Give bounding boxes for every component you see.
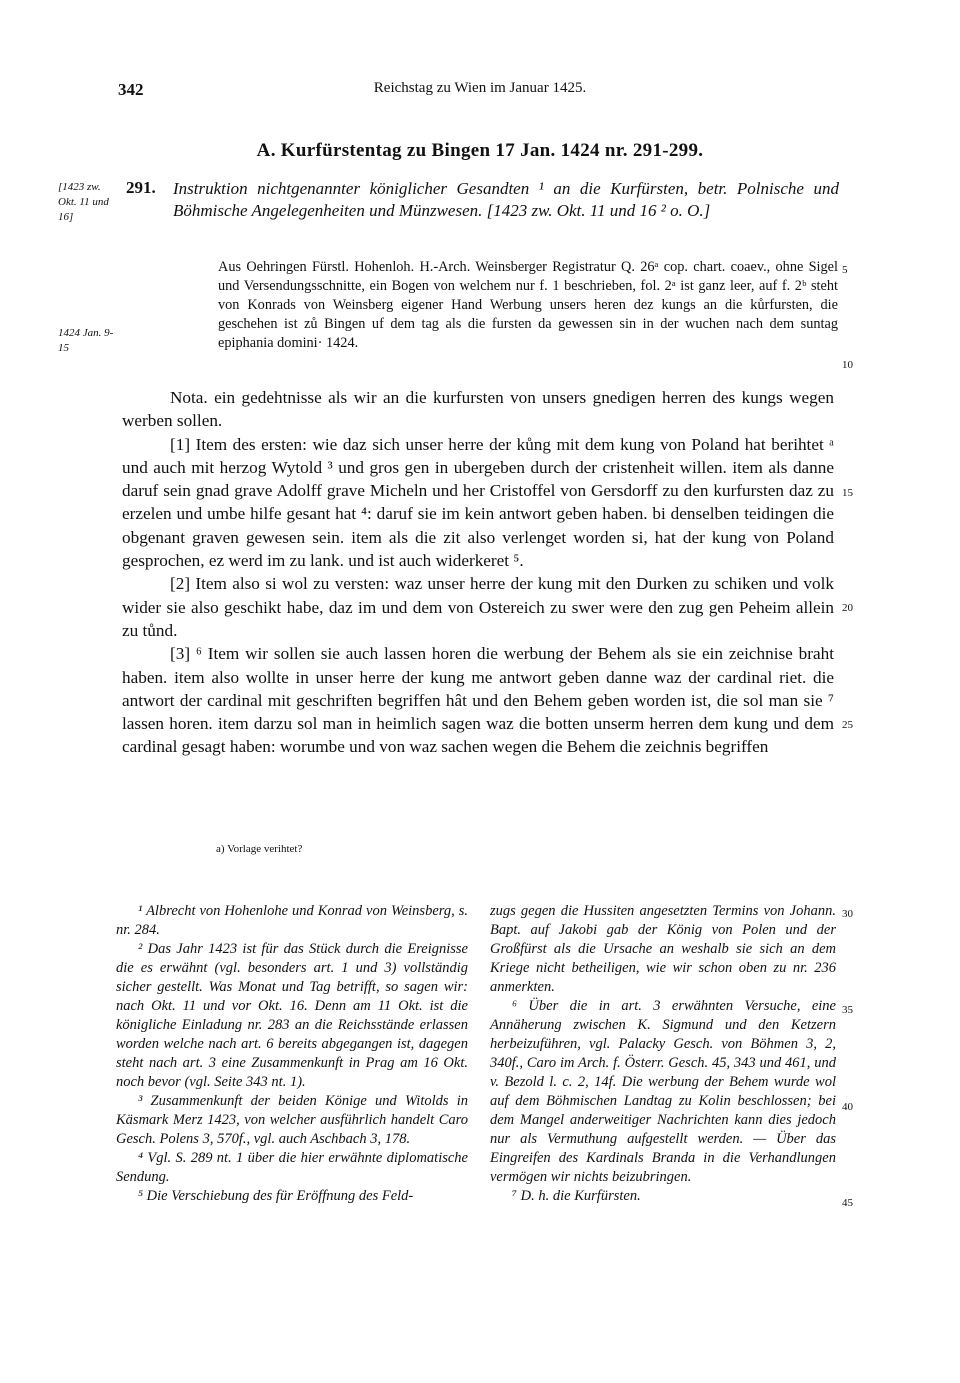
line-number: 25	[842, 719, 853, 731]
footnotes-left-column	[116, 902, 468, 1206]
footnote-7: ⁷ D. h. die Kurfürsten.	[512, 1188, 641, 1204]
line-number: 30	[842, 908, 853, 920]
footnote-2: ² Das Jahr 1423 ist für das Stück durch die Ereignisse die es erwähnt (vgl. besonders art. 1 und 3) vollständig sicher gestellt. Was Monat und Tag betrifft, so sagen wir: nach Okt. 11 und vor Okt. 16. Denn am 11 Okt. ist die königliche Einladung nr. 283 an die Reichsstände erlassen worden welche nach art. 6 bereits abgegangen ist, dagegen steht nach art. 3 eine Zusammenkunft in Prag am 16 Okt. noch bevor (vgl. Seite 343 nt. 1).	[116, 941, 468, 1090]
paragraph-article-2: [2] Item also si wol zu versten: waz unser herre der kung mit den Durken zu schiken und volk wider sie also geschikt habe, daz im und dem von Ostereich zu swer were den zug gen Peheim allein zu tůnd.	[122, 574, 834, 640]
footnote-1: ¹ Albrecht von Hohenlohe und Konrad von Weinsberg, s. nr. 284.	[116, 903, 468, 938]
line-number: 15	[842, 487, 853, 499]
textual-note: a) Vorlage verihtet?	[216, 843, 303, 855]
source-note	[218, 258, 838, 353]
paragraph-article-1: [1] Item des ersten: wie daz sich unser herre der kůng mit dem kung von Poland hat berihtet ᵃ und auch mit herzog Wytold ³ und gros gen in ubergeben durch der cristenheit willen. item als danne daruf sein gnad grave Adolff grave Micheln und her Cristoffel von Gersdorff zu den kurfursten daz zu erzelen und umbe hilfe gesant hat ⁴: daruf sie im kein antwort geben haben. bi denselben teidingen die obgenant graven gewesen sein. item als die zit also verlenget worden si, hat der kung von Poland gesprochen, ez werd im zu lank. und ist auch widerkeret ⁵.	[122, 434, 834, 571]
running-header: Reichstag zu Wien im Januar 1425.	[373, 80, 587, 96]
line-number: 45	[842, 1197, 853, 1209]
line-number: 5	[842, 264, 848, 276]
line-number: 20	[842, 602, 853, 614]
section-title: A. Kurfürstentag zu Bingen 17 Jan. 1424 nr. 291-299.	[256, 140, 704, 161]
footnote-3: ³ Zusammenkunft der beiden Könige und Witolds in Käsmark Merz 1423, von welcher ausführlich handelt Caro Gesch. Polens 3, 570f., vgl. auch Aschbach 3, 178.	[116, 1093, 468, 1147]
footnotes-right-column	[490, 902, 836, 1206]
footnote-5-continued: zugs gegen die Hussiten angesetzten Termins von Johann. Bapt. auf Jakobi gab der König von Polen und der Großfürst als die Ursache an weshalb sie sich an dem Kriege nicht betheiligen, wie wir schon oben zu nr. 236 anmerkten.	[490, 903, 836, 995]
main-text	[122, 386, 834, 759]
footnote-4: ⁴ Vgl. S. 289 nt. 1 über die hier erwähnte diplomatische Sendung.	[116, 1150, 468, 1185]
paragraph-nota: Nota. ein gedehtnisse als wir an die kurfursten von unsers gnedigen herren des kungs wegen werben sollen.	[122, 388, 834, 431]
paragraph-article-3: [3] ⁶ Item wir sollen sie auch lassen horen die werbung der Behem als sie ein zeichnise braht haben. item also wollte in unser herre der kung me antwort geben danne waz der cardinal riet. die antwort der cardinal mit geschriften begriffen hât und den Behem geben worden ist, die sol man sie ⁷ lassen horen. item darzu sol man in heimlich sagen waz die botten unserm herren dem kung und dem cardinal gesagt haben: worumbe und von waz sachen wegen die Behem die zeichnis begriffen	[122, 644, 834, 757]
margin-date-note: [1423 zw. Okt. 11 und 16]	[58, 181, 109, 223]
line-number: 10	[842, 359, 853, 371]
line-number: 40	[842, 1101, 853, 1113]
entry-number: 291.	[126, 178, 156, 197]
entry-heading-text: Instruktion nichtgenannter königlicher Gesandten ¹ an die Kurfürsten, betr. Polnische und Böhmische Angelegenheiten und Münzwesen. [1423 zw. Okt. 11 und 16 ² o. O.]	[173, 179, 839, 220]
line-number: 35	[842, 1004, 853, 1016]
page-number: 342	[118, 80, 144, 99]
footnote-5: ⁵ Die Verschiebung des für Eröffnung des Feld-	[138, 1188, 414, 1204]
margin-date-note-2: 1424 Jan. 9-15	[58, 327, 114, 354]
footnote-6: ⁶ Über die in art. 3 erwähnten Versuche, eine Annäherung zwischen K. Sigmund und den Ketzern herbeizuführen, vgl. Palacky Gesch. von Böhmen 3, 2, 340f., Caro im Arch. f. Österr. Gesch. 45, 343 und 461, und v. Bezold l. c. 2, 14f. Die werbung der Behem wurde wol auf dem Böhmischen Landtag zu Kolin beschlossen; bei dem Mangel anderweitiger Nachrichten kann dies jedoch nur als Vermuthung aufgestellt werden. — Über das Eingreifen des Kardinals Branda in die Verhandlungen vermögen wir nichts beizubringen.	[490, 998, 836, 1185]
entry-heading	[173, 178, 839, 222]
source-note-text: Aus Oehringen Fürstl. Hohenloh. H.-Arch. Weinsberger Registratur Q. 26ᵃ cop. chart. coaev., ohne Sigel und Versendungsschnitte, ein Bogen von welchem nur f. 1 beschrieben, fol. 2ᵃ ist ganz leer, auf f. 2ᵇ steht von Konrads von Weinsberg eigener Hand Werbung unsers heren dez kungs an die kůrfursten, die geschehen ist zů Bingen uf dem tag als die fursten da gewessen sin in der wuchen nach dem suntag epiphania domini· 1424.	[218, 259, 838, 351]
